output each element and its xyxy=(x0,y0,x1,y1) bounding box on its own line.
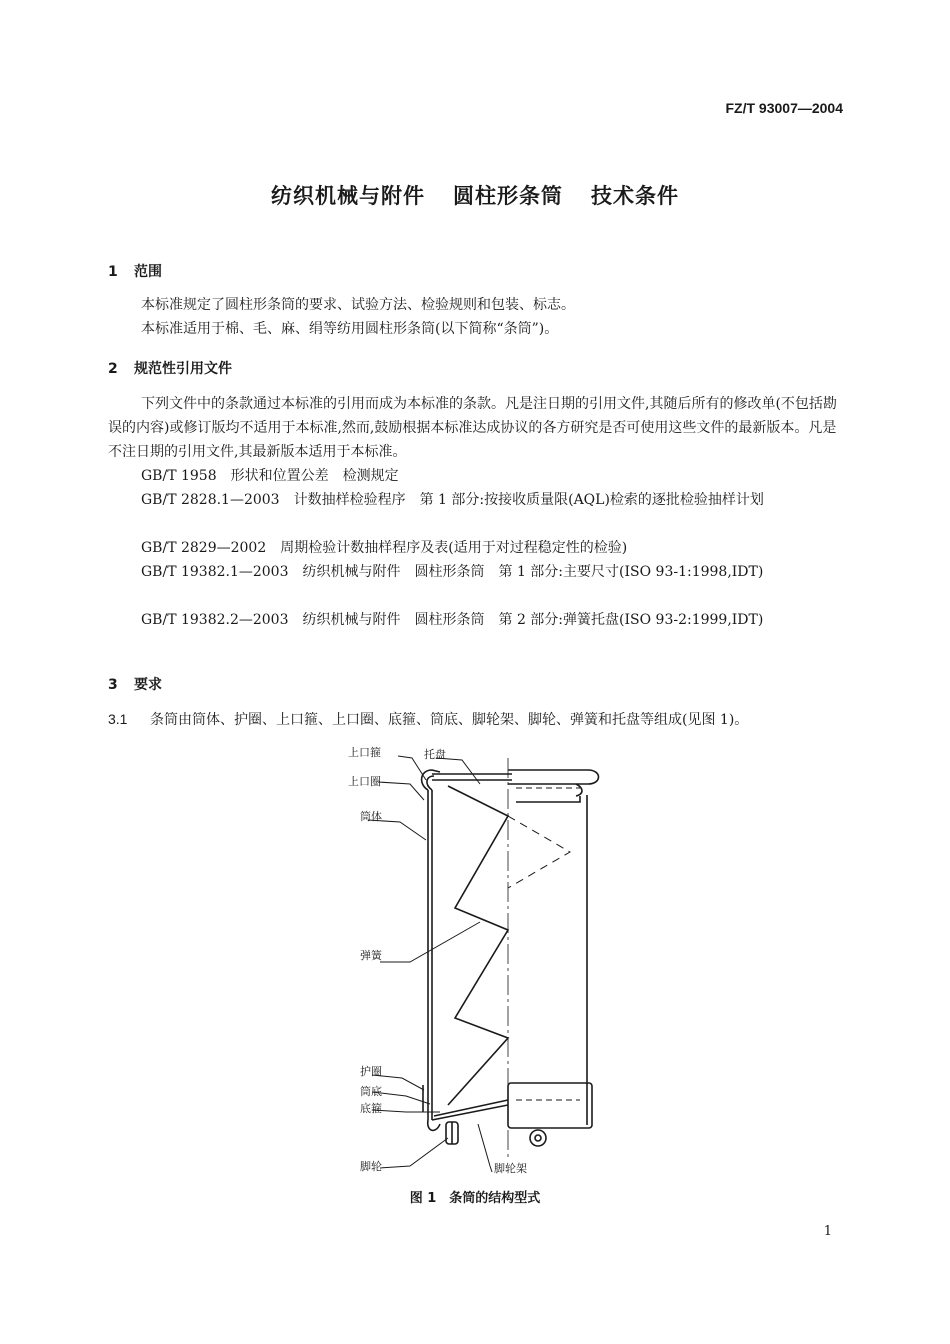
figure-caption: 图 1 条筒的结构型式 xyxy=(409,1191,541,1206)
clause-3-1 xyxy=(108,709,748,729)
section-3-heading xyxy=(108,674,162,694)
reference-item: GB/T 2828.1—2003 计数抽样检验程序 第 1 部分:按接收质量限(AQL)检索的逐批检验抽样计划 xyxy=(141,492,764,508)
section-2-heading xyxy=(108,358,232,378)
title-part-1: 纺织机械与附件 xyxy=(271,184,425,208)
document-title xyxy=(0,180,950,210)
section-number: 2 xyxy=(108,361,118,377)
section-1-paragraph-1: 本标准规定了圆柱形条筒的要求、试验方法、检验规则和包装、标志。 xyxy=(141,297,575,313)
spring-coil xyxy=(448,786,508,1105)
section-2-intro: 下列文件中的条款通过本标准的引用而成为本标准的条款。凡是注日期的引用文件,其随后所有的修改单(不包括勘误的内容)或修订版均不适用于本标准,然而,鼓励根据本标准达成协议的各方研究是否可使用这些文件的最新版本。凡是不注日期的引用文件,其最新版本适用于本标准。 xyxy=(108,396,837,460)
section-1-heading xyxy=(108,261,162,281)
label-spring: 弹簧 xyxy=(360,949,382,962)
clause-text: 条筒由筒体、护圈、上口箍、上口圈、底箍、筒底、脚轮架、脚轮、弹簧和托盘等组成(见图 1)。 xyxy=(150,712,749,728)
clause-number: 3.1 xyxy=(108,711,128,727)
label-caster: 脚轮 xyxy=(360,1160,382,1173)
label-tray: 托盘 xyxy=(424,748,446,761)
reference-item: GB/T 1958 形状和位置公差 检测规定 xyxy=(141,468,399,484)
page-number: 1 xyxy=(823,1224,832,1239)
section-title: 规范性引用文件 xyxy=(134,361,232,377)
label-bottom-hoop: 底箍 xyxy=(360,1102,382,1115)
section-number: 1 xyxy=(108,264,118,280)
standard-code: FZ/T 93007—2004 xyxy=(725,100,843,116)
label-body: 筒体 xyxy=(360,810,382,823)
label-top-ring: 上口圈 xyxy=(348,775,381,788)
label-bottom: 筒底 xyxy=(360,1085,382,1098)
title-part-3: 技术条件 xyxy=(591,184,679,208)
reference-item: GB/T 19382.1—2003 纺织机械与附件 圆柱形条筒 第 1 部分:主要尺寸(ISO 93-1:1998,IDT) xyxy=(141,564,764,580)
section-1-paragraph-2: 本标准适用于棉、毛、麻、绢等纺用圆柱形条筒(以下简称“条筒”)。 xyxy=(141,321,559,337)
reference-item: GB/T 2829—2002 周期检验计数抽样程序及表(适用于对过程稳定性的检验) xyxy=(141,540,628,556)
label-caster-frame: 脚轮架 xyxy=(494,1162,527,1175)
section-title: 要求 xyxy=(134,677,162,693)
section-title: 范围 xyxy=(134,264,162,280)
title-part-2: 圆柱形条筒 xyxy=(453,184,563,208)
reference-item: GB/T 19382.2—2003 纺织机械与附件 圆柱形条筒 第 2 部分:弹簧托盘(ISO 93-2:1999,IDT) xyxy=(141,612,764,628)
figure-1 xyxy=(340,740,620,1180)
section-number: 3 xyxy=(108,677,118,693)
label-top-hoop: 上口箍 xyxy=(348,746,381,759)
label-guard-ring: 护圈 xyxy=(360,1065,382,1078)
sliver-can-diagram xyxy=(340,740,620,1180)
